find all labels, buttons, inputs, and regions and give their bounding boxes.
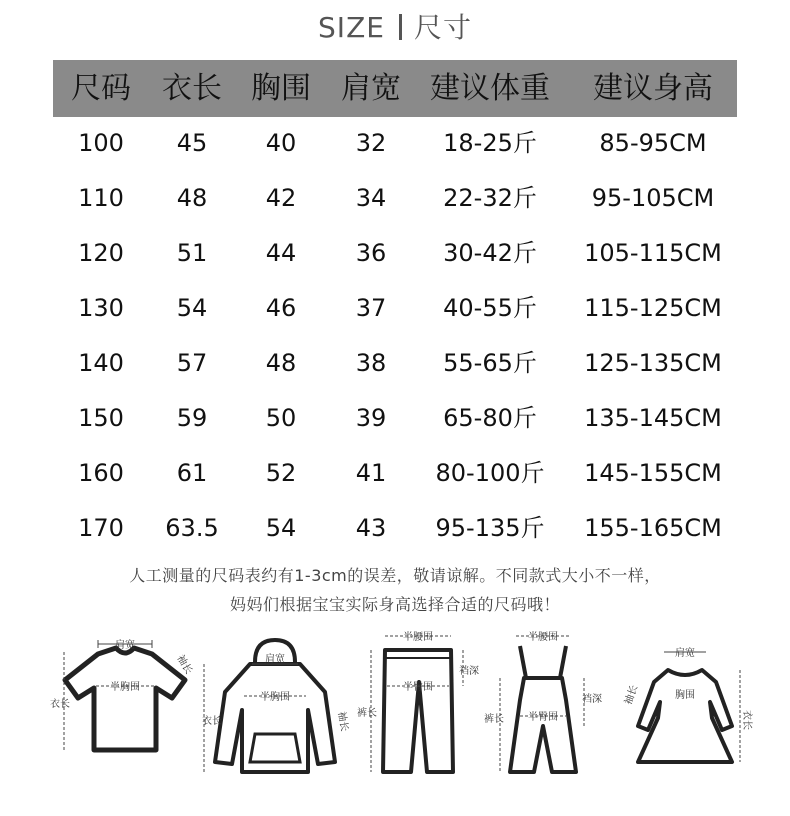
table-cell: 37 [355, 294, 387, 322]
tshirt-diagram [50, 622, 200, 772]
table-cell: 48 [176, 184, 208, 212]
table-cell: 160 [78, 459, 124, 487]
table-cell: 59 [176, 404, 208, 432]
table-cell: 46 [265, 294, 297, 322]
note-line-2: 妈妈们根据宝宝实际身高选择合适的尺码哦！ [229, 595, 560, 614]
hoodie-sleeve-label: 袖长 [335, 710, 350, 733]
table-cell: 44 [265, 239, 297, 267]
table-cell: 63.5 [165, 514, 219, 542]
table-row [0, 116, 790, 171]
table-cell: 22-32斤 [443, 184, 537, 212]
table-cell: 38 [355, 349, 387, 377]
header-cell-5: 建议身高 [593, 71, 713, 106]
table-row [0, 171, 790, 226]
table-cell: 54 [176, 294, 208, 322]
table-cell: 39 [355, 404, 387, 432]
table-cell: 52 [265, 459, 297, 487]
table-cell: 51 [176, 239, 208, 267]
header-cell-0: 尺码 [71, 71, 131, 106]
table-cell: 135-145CM [584, 404, 722, 432]
table-cell: 54 [265, 514, 297, 542]
pants-hip-label: 半臀围 [403, 682, 433, 693]
table-cell: 100 [78, 129, 124, 157]
tshirt-chest-label: 半胸围 [110, 682, 140, 693]
table-row [0, 391, 790, 446]
overalls-length-label: 裤长 [484, 714, 504, 725]
page-title [0, 6, 790, 46]
note-line-1: 人工测量的尺码表约有1-3cm的误差，敬请谅解。不同款式大小不一样， [129, 566, 661, 585]
overalls-diagram [480, 622, 605, 782]
table-cell: 40 [265, 129, 297, 157]
pants-waist-label: 半腰围 [403, 632, 433, 643]
table-row [0, 446, 790, 501]
table-cell: 140 [78, 349, 124, 377]
dress-length-label: 衣长 [741, 710, 752, 730]
table-cell: 105-115CM [584, 239, 722, 267]
pants-rise-label: 裆深 [459, 666, 479, 677]
header-cell-1: 衣长 [162, 71, 222, 106]
table-cell: 115-125CM [584, 294, 722, 322]
title-divider [399, 14, 402, 40]
hoodie-shoulder-label: 肩宽 [265, 654, 285, 665]
dress-chest-label: 胸围 [675, 690, 695, 701]
table-cell: 150 [78, 404, 124, 432]
table-cell: 95-135斤 [435, 514, 545, 542]
header-cell-3: 肩宽 [341, 71, 401, 106]
overalls-rise-label: 裆深 [582, 694, 602, 705]
dress-shoulder-label: 肩宽 [675, 648, 695, 659]
table-cell: 41 [355, 459, 387, 487]
table-cell: 36 [355, 239, 387, 267]
table-row [0, 281, 790, 336]
header-cell-4: 建议体重 [430, 71, 550, 106]
table-cell: 30-42斤 [443, 239, 537, 267]
hoodie-diagram [200, 622, 350, 782]
table-row [0, 226, 790, 281]
table-row [0, 501, 790, 556]
table-cell: 125-135CM [584, 349, 722, 377]
table-cell: 145-155CM [584, 459, 722, 487]
table-cell: 50 [265, 404, 297, 432]
table-cell: 95-105CM [591, 184, 715, 212]
table-cell: 155-165CM [584, 514, 722, 542]
table-cell: 61 [176, 459, 208, 487]
dress-diagram [620, 622, 750, 782]
pants-diagram [355, 622, 480, 782]
table-cell: 130 [78, 294, 124, 322]
table-cell: 42 [265, 184, 297, 212]
table-cell: 34 [355, 184, 387, 212]
hoodie-chest-label: 半胸围 [260, 692, 290, 703]
table-cell: 18-25斤 [443, 129, 537, 157]
table-cell: 55-65斤 [443, 349, 537, 377]
table-cell: 43 [355, 514, 387, 542]
overalls-waist-label: 半腰围 [528, 632, 558, 643]
header-cell-2: 胸围 [251, 71, 311, 106]
table-cell: 170 [78, 514, 124, 542]
overalls-hip-label: 半臀围 [528, 712, 558, 723]
table-cell: 65-80斤 [443, 404, 537, 432]
table-cell: 120 [78, 239, 124, 267]
tshirt-sleeve-label: 袖长 [174, 653, 194, 677]
tshirt-length-label: 衣长 [50, 699, 70, 710]
table-row [0, 336, 790, 391]
tshirt-shoulder-label: 肩宽 [115, 640, 135, 651]
dress-sleeve-label: 袖长 [623, 683, 641, 707]
table-cell: 80-100斤 [435, 459, 545, 487]
table-cell: 32 [355, 129, 387, 157]
table-cell: 48 [265, 349, 297, 377]
table-cell: 110 [78, 184, 124, 212]
table-cell: 85-95CM [599, 129, 707, 157]
measurement-diagrams [50, 622, 750, 802]
table-cell: 45 [176, 129, 208, 157]
table-cell: 40-55斤 [443, 294, 537, 322]
title-zh: 尺寸 [413, 11, 472, 44]
table-cell: 57 [176, 349, 208, 377]
pants-length-label: 裤长 [357, 708, 377, 719]
title-en: SIZE [318, 11, 385, 44]
hoodie-length-label: 衣长 [202, 716, 222, 727]
